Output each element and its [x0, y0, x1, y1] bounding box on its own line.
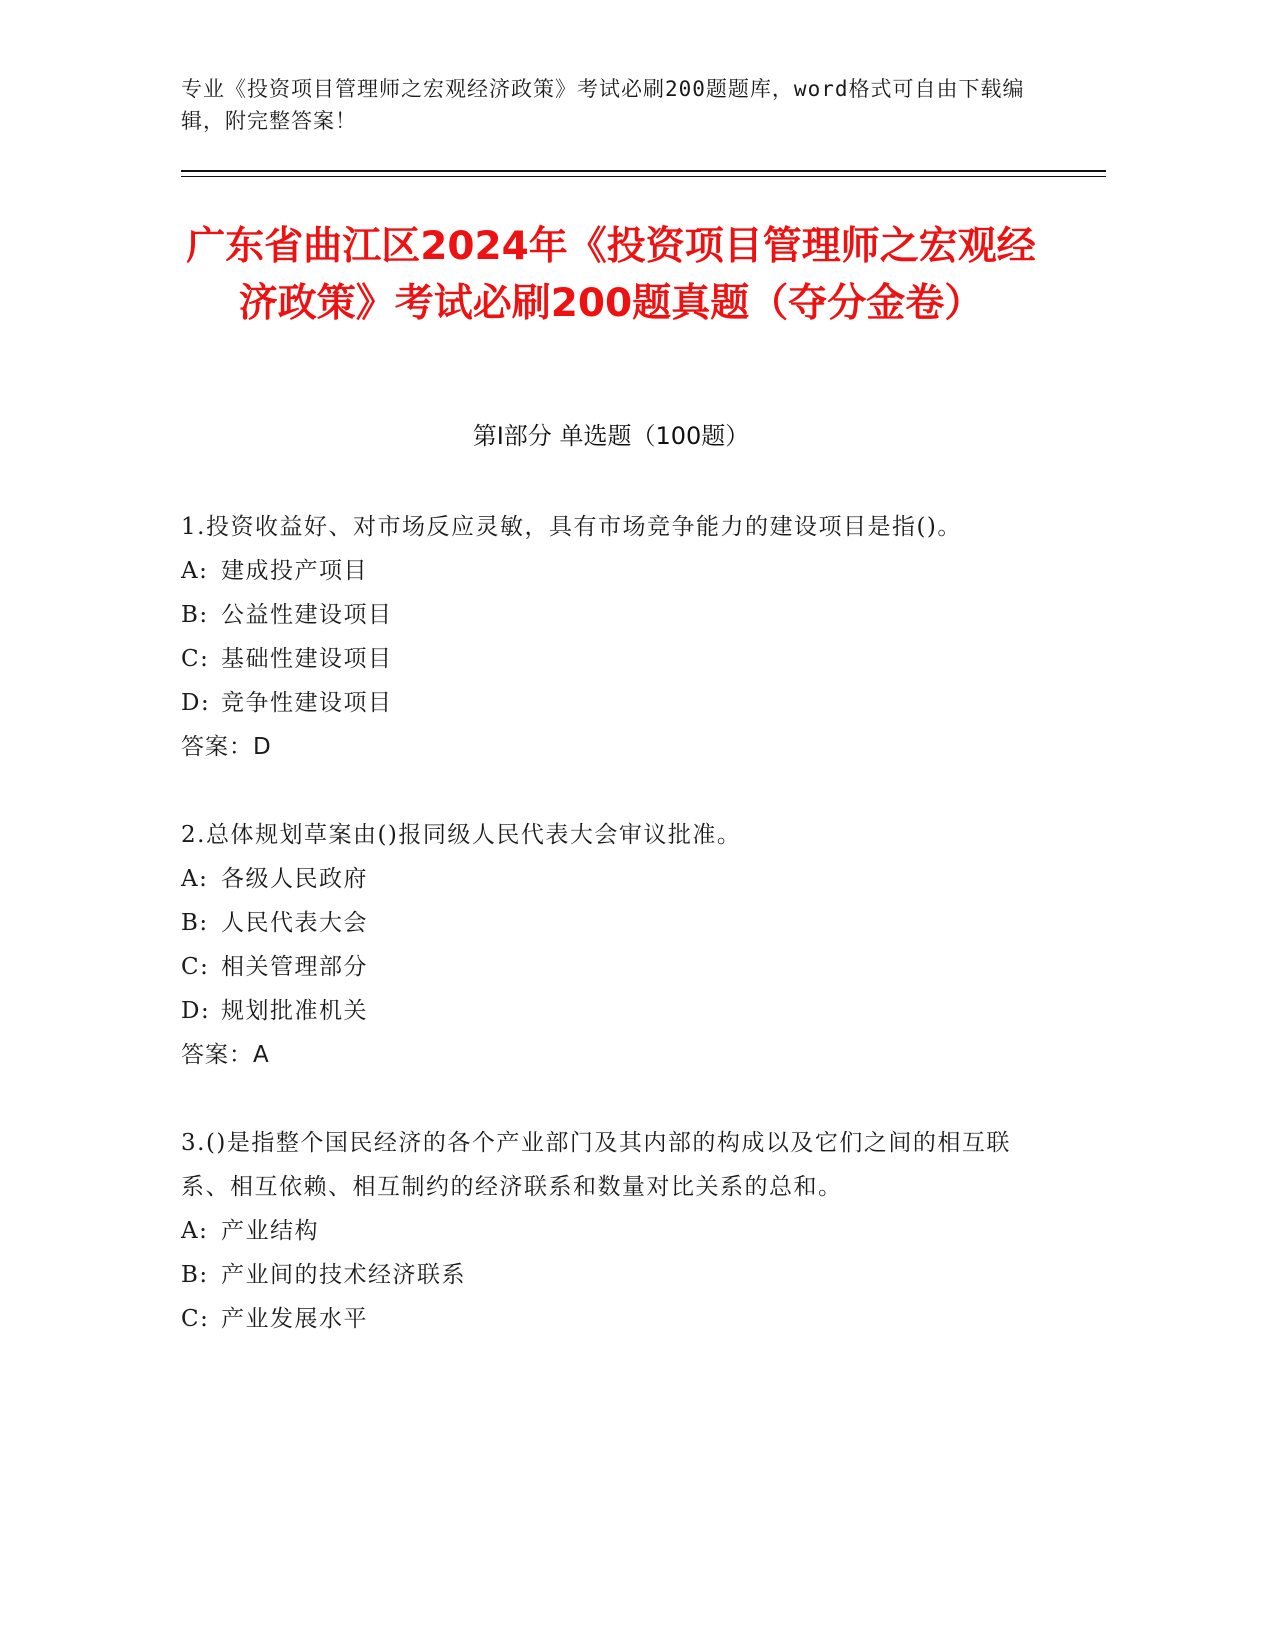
question-option: [181, 945, 1021, 989]
option-text: 产业间的技术经济联系: [221, 1262, 466, 1288]
document-title: 广东省曲江区2024年《投资项目管理师之宏观经济政策》考试必刷200题真题（夺分金卷）: [186, 224, 1036, 326]
question-item: [181, 813, 1021, 1077]
question-item: [181, 505, 1021, 769]
question-option: [181, 549, 1021, 593]
option-text: 产业发展水平: [221, 1306, 368, 1332]
option-key: C:: [181, 954, 210, 980]
header-divider-thick: [181, 170, 1106, 172]
question-stem: 3.()是指整个国民经济的各个产业部门及其内部的构成以及它们之间的相互联系、相互依赖、相互制约的经济联系和数量对比关系的总和。: [181, 1130, 1011, 1200]
question-list: [181, 505, 1021, 1385]
question-stem: 2.总体规划草案由()报同级人民代表大会审议批准。: [181, 822, 742, 848]
question-stem: 1.投资收益好、对市场反应灵敏，具有市场竞争能力的建设项目是指()。: [181, 514, 962, 540]
option-key: D:: [181, 690, 211, 716]
question-option: [181, 593, 1021, 637]
question-option: [181, 1297, 1021, 1341]
question-option: [181, 637, 1021, 681]
question-answer: 答案：A: [181, 1042, 270, 1068]
question-answer: 答案：D: [181, 734, 272, 760]
question-option: [181, 1209, 1021, 1253]
option-key: A:: [181, 1218, 209, 1244]
question-option: [181, 1253, 1021, 1297]
header-divider-thin: [181, 176, 1106, 177]
option-text: 相关管理部分: [221, 954, 368, 980]
option-key: C:: [181, 646, 210, 672]
option-text: 公益性建设项目: [221, 602, 393, 628]
option-text: 竞争性建设项目: [221, 690, 393, 716]
option-text: 建成投产项目: [221, 558, 368, 584]
question-option: [181, 681, 1021, 725]
option-text: 产业结构: [221, 1218, 319, 1244]
option-key: B:: [181, 910, 209, 936]
option-text: 人民代表大会: [221, 910, 368, 936]
section-title: 第Ⅰ部分 单选题（100题）: [472, 422, 750, 450]
option-text: 各级人民政府: [221, 866, 368, 892]
option-key: C:: [181, 1306, 210, 1332]
option-key: D:: [181, 998, 211, 1024]
question-option: [181, 901, 1021, 945]
question-option: [181, 857, 1021, 901]
option-key: B:: [181, 602, 209, 628]
option-key: A:: [181, 866, 209, 892]
question-item: [181, 1121, 1021, 1341]
option-text: 规划批准机关: [221, 998, 368, 1024]
question-option: [181, 989, 1021, 1033]
header-note: 专业《投资项目管理师之宏观经济政策》考试必刷200题题库，word格式可自由下载编辑，附完整答案！: [181, 77, 1025, 133]
option-key: A:: [181, 558, 209, 584]
option-text: 基础性建设项目: [221, 646, 393, 672]
option-key: B:: [181, 1262, 209, 1288]
